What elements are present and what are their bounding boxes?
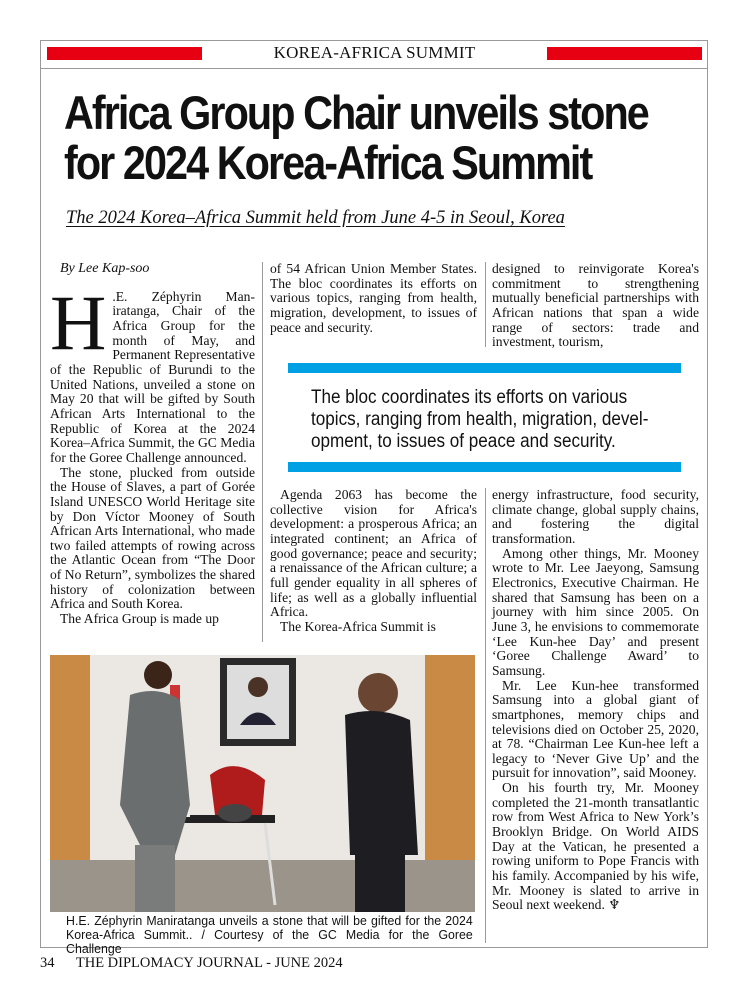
paragraph: of 54 African Union Member States. The bloc coordinates its efforts on various topics, ranging from health, migration, development, to issues of peace and security. [270, 261, 477, 335]
paragraph: On his fourth try, Mr. Mooney completed the 21-month transatlantic row from West Africa to New York’s Brooklyn Bridge. On World AIDS Day at the Vatican, he presented a rowing uniform to Pope Francis with his family. Accompanied by his wife, Mr. Mooney is slated to arrive in Seoul next weekend. ♆ [492, 780, 699, 913]
column-2-top [270, 262, 477, 335]
pull-quote [288, 363, 681, 472]
paragraph: energy infrastructure, food security, climate change, global supply chains, and fostering the digital transformation. [492, 487, 699, 546]
pull-quote-bar-top [288, 363, 681, 373]
publication-name: THE DIPLOMACY JOURNAL - JUNE 2024 [75, 955, 343, 971]
paragraph: Mr. Lee Kun-hee transformed Samsung into a global giant of smartphones, memory chips and televisions died on October 25, 2020, at 78. “Chairman Lee Kun-hee left a legacy to ‘Never Give Up’ and the pursuit for innovation”, said Mooney. [492, 677, 699, 781]
column-2-bottom [270, 488, 477, 635]
section-label: KOREA-AFRICA SUMMIT [268, 43, 482, 62]
column-1 [50, 262, 255, 627]
page-number: 34 [40, 955, 55, 971]
paragraph: Agenda 2063 has become the collective vision for Africa's development: a prosperous Africa; an integrated continent; an Africa of good governance; peace and security; a renaissance of the African culture; a full gender equality in all spheres of life; as well as a globally influential Africa. [270, 487, 477, 620]
paragraph: Among other things, Mr. Mooney wrote to Mr. Lee Jaeyong, Samsung Electronics, Executive Chairman. He shared that Samsung has been on a journey with him since 2005. On June 3, he envisions to commemorate ‘Lee Kun-hee Day’ and present ‘Goree Challenge Award’ to Samsung. [492, 545, 699, 678]
paragraph: H .E. Zéphyrin Maniratanga, Chair of the Africa Group for the month of May, and Permanent Representative of the Republic of Burundi to the United Nations, unveiled a stone on May 20 that will be gifted by South African Arts International to the Republic of Korea at the 2024 Korea–Africa Summit, the GC Media for the Goree Challenge announced. [50, 278, 255, 465]
article-photo [50, 655, 475, 912]
photo-caption: H.E. Zéphyrin Maniratanga unveils a stone that will be gifted for the 2024 Korea-Africa Summit.. / Courtesy of the GC Media for the Goree Challenge [66, 914, 473, 956]
header-divider [40, 68, 708, 69]
section-header [47, 43, 702, 62]
column-divider [485, 262, 486, 347]
headline: Africa Group Chair unveils stone for 2024 Korea-Africa Summit [64, 86, 648, 189]
column-divider [485, 488, 486, 943]
page-footer [40, 955, 343, 972]
paragraph: The Korea-Africa Summit is [280, 618, 436, 634]
column-3-bottom [492, 488, 699, 913]
subheadline: The 2024 Korea–Africa Summit held from June 4-5 in Seoul, Korea [66, 208, 565, 228]
drop-cap: H [50, 278, 107, 366]
column-divider [262, 262, 263, 642]
column-3-top [492, 262, 699, 350]
paragraph: designed to reinvigorate Korea's commitment to strengthening mutually beneficial partnerships with African nations that span a wide range of sectors: trade and investment, tourism, [492, 261, 699, 350]
paragraph: The Africa Group is made up [60, 611, 219, 627]
paragraph: The stone, plucked from outside the House of Slaves, a part of Gorée Island UNESCO World Heritage site by Don Víctor Mooney of South African Arts International, who made two failed attempts of rowing across the Atlantic Ocean from “The Door of No Return”, symbolizes the shared history of colonization between Africa and South Korea. [50, 464, 255, 612]
byline: By Lee Kap-soo [60, 261, 150, 276]
pull-quote-text: The bloc coordinates its efforts on various topics, ranging from health, migration, development, to issues of peace and security. [311, 387, 649, 452]
pull-quote-bar-bottom [288, 462, 681, 472]
